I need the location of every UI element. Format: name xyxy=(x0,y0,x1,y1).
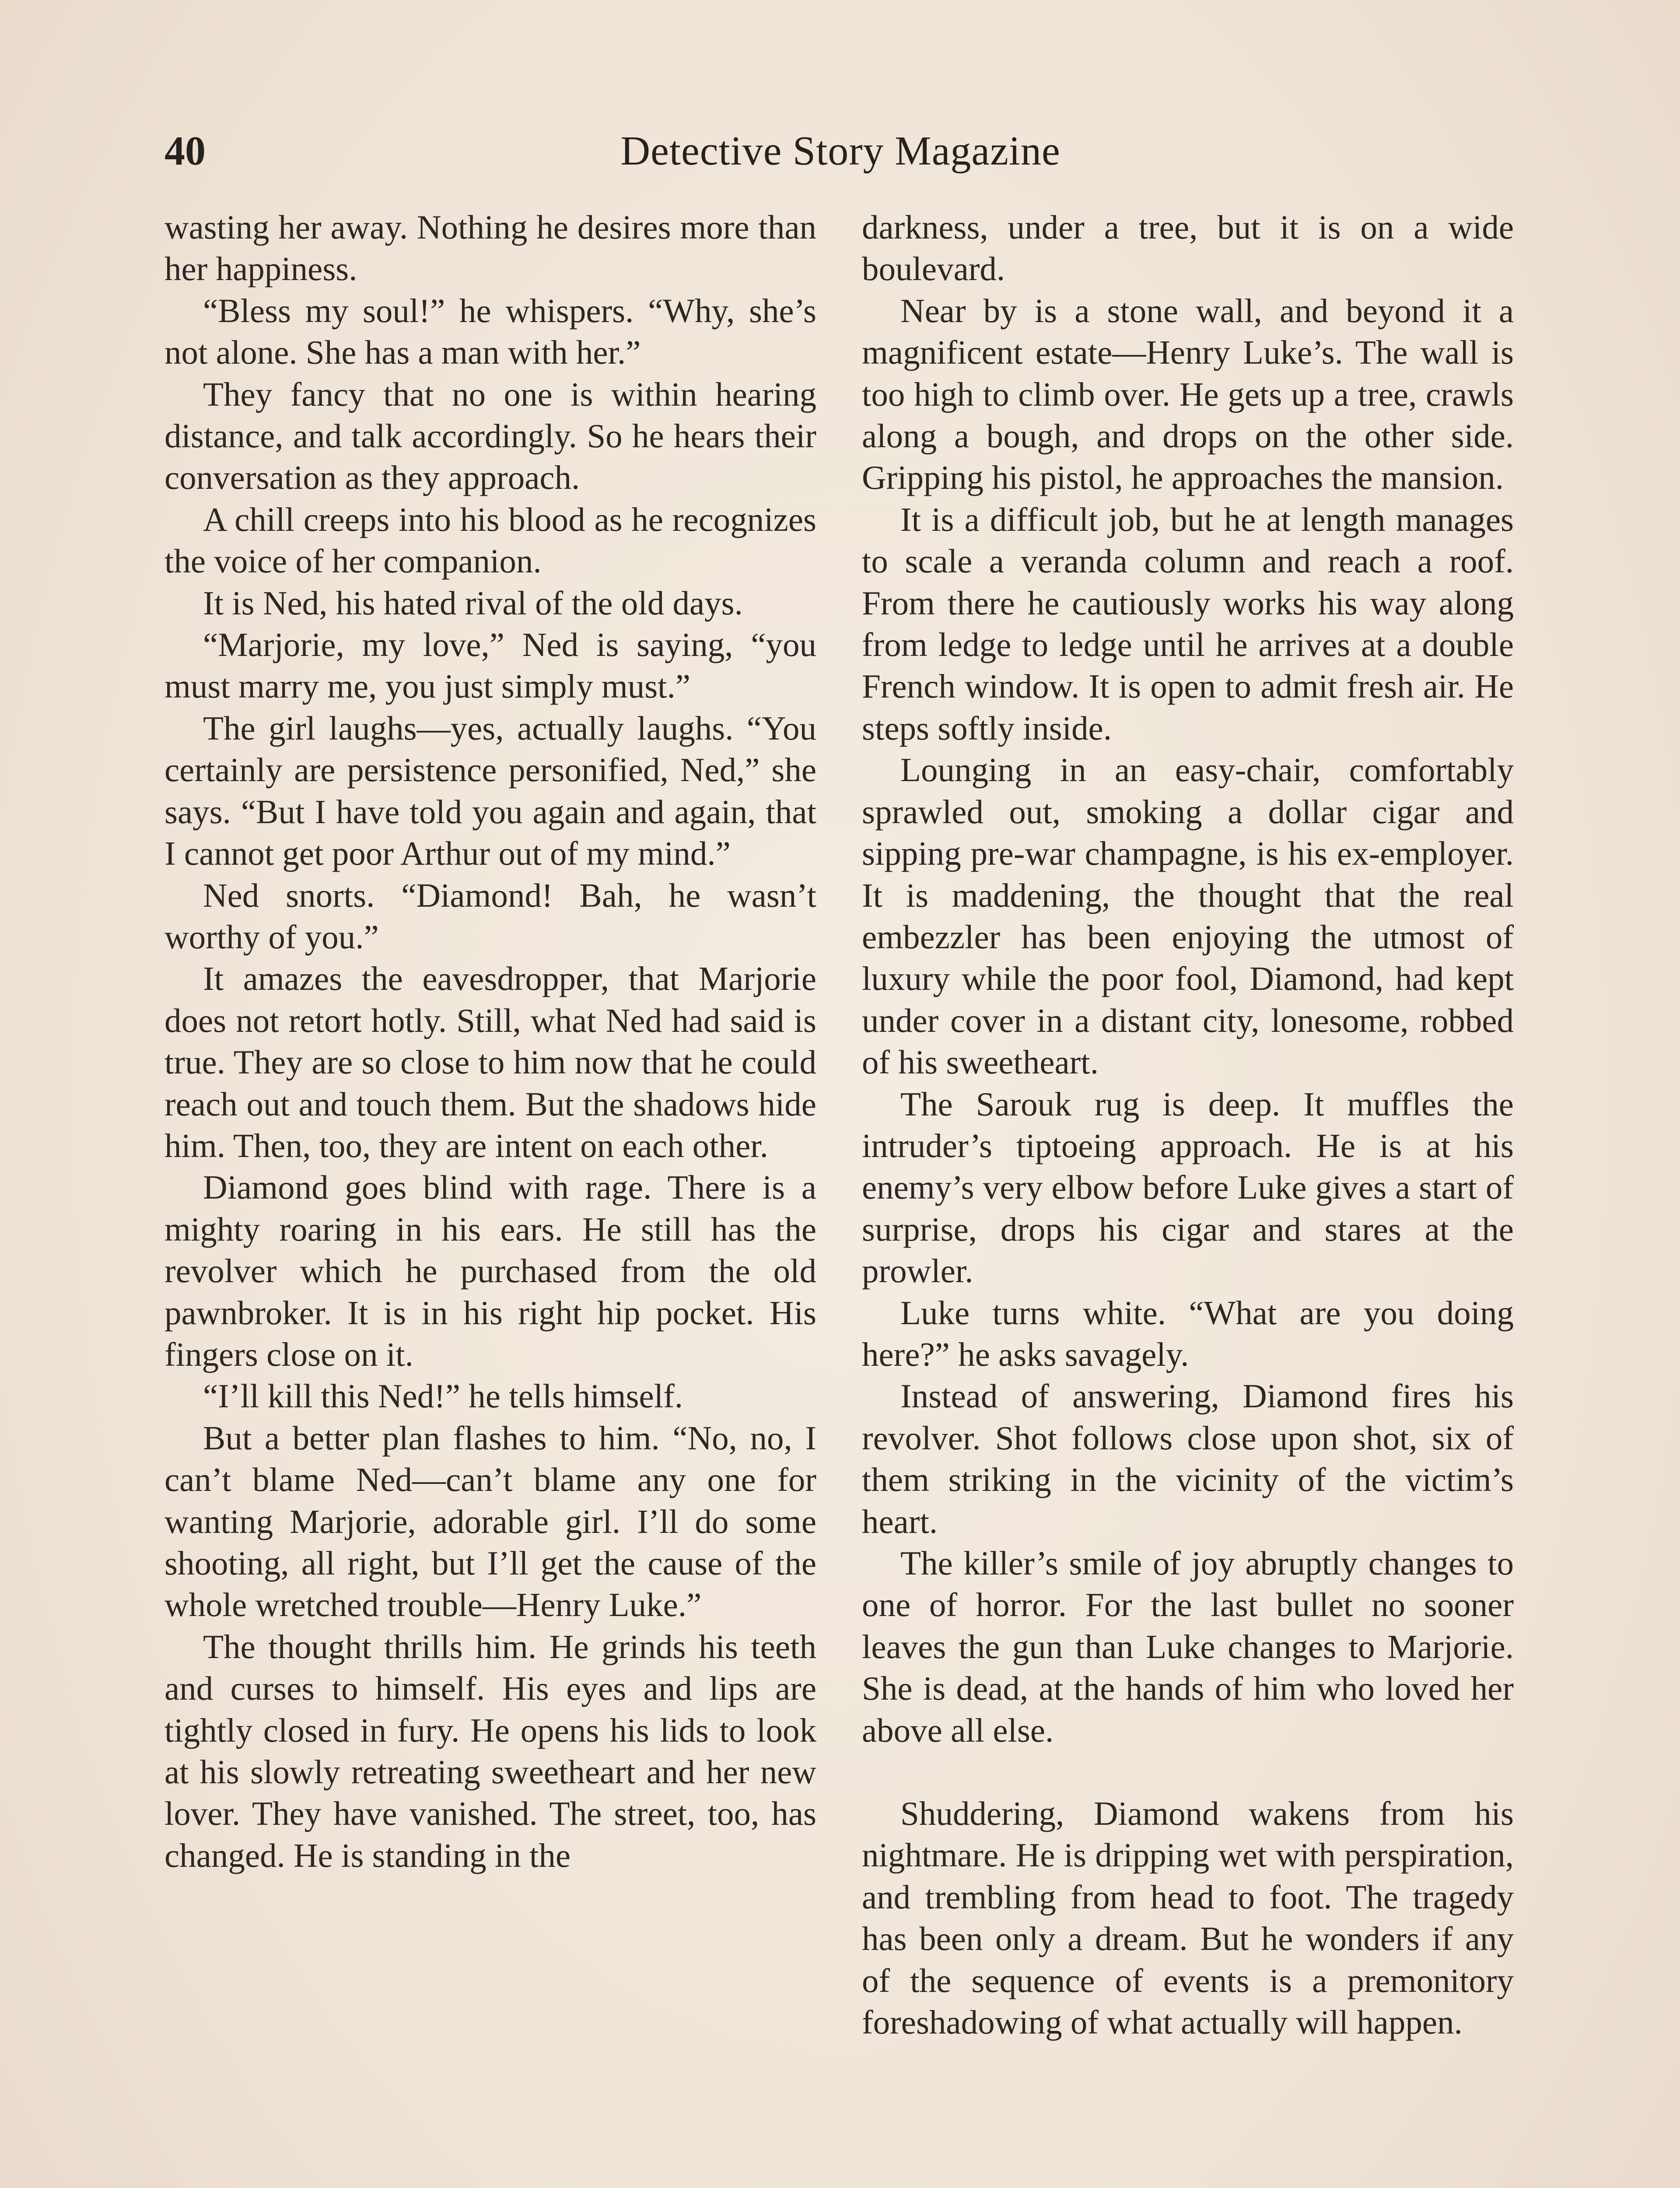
paragraph: It amazes the eavesdropper, that Marjorie does not retort hotly. Still, what Ned had said is true. They are so close to him now that he could reach out and touch them. But the shadows hide him. Then, too, they are intent on each other. xyxy=(164,960,816,1164)
paragraph: The Sarouk rug is deep. It muffles the intruder’s tiptoeing approach. He is at his enemy’s very elbow before Luke gives a start of surprise, drops his cigar and stares at the prowler. xyxy=(862,1085,1514,1290)
paragraph: wasting her away. Nothing he desires more than her happiness. xyxy=(164,208,816,288)
paragraph: Ned snorts. “Diamond! Bah, he wasn’t worthy of you.” xyxy=(164,876,816,956)
paragraph: Instead of answering, Diamond fires his revolver. Shot follows close upon shot, six of them striking in the vicinity of the victim’s heart. xyxy=(862,1377,1514,1540)
paragraph: But a better plan flashes to him. “No, no, I can’t blame Ned—can’t blame any one for wanting Marjorie, adorable girl. I’ll do some shooting, all right, but I’ll get the cause of the whole wretched trouble—Henry Luke.” xyxy=(164,1419,816,1624)
paragraph: Shuddering, Diamond wakens from his nightmare. He is dripping wet with perspiration, and trembling from head to foot. The tragedy has been only a dream. But he wonders if any of the sequence of events is a premonitory foreshadowing of what actually will happen. xyxy=(862,1795,1514,2041)
page-header xyxy=(164,125,1516,177)
paragraph: Diamond goes blind with rage. There is a mighty roaring in his ears. He still has the revolver which he purchased from the old pawnbroker. It is in his right hip pocket. His fingers close on it. xyxy=(164,1168,816,1373)
paragraph: It is a difficult job, but he at length manages to scale a veranda column and reach a roof. From there he cautiously works his way along from ledge to ledge until he arrives at a double French window. It is open to admit fresh air. He steps softly inside. xyxy=(862,500,1514,747)
running-title: Detective Story Magazine xyxy=(620,128,1060,174)
left-column xyxy=(164,207,816,1876)
paragraph: “Marjorie, my love,” Ned is saying, “you must marry me, you just simply must.” xyxy=(164,626,816,705)
paragraph: A chill creeps into his blood as he recognizes the voice of her companion. xyxy=(164,500,816,580)
page-number: 40 xyxy=(164,128,206,174)
right-column xyxy=(862,207,1514,2043)
paragraph: Luke turns white. “What are you doing here?” he asks savagely. xyxy=(862,1294,1514,1373)
paragraph: Lounging in an easy-chair, comfortably sprawled out, smoking a dollar cigar and sipping pre-war champagne, is his ex-employer. It is maddening, the thought that the real embezzler has been enjoying the utmost of luxury while the poor fool, Diamond, had kept under cover in a distant city, lonesome, robbed of his sweetheart. xyxy=(862,751,1514,1081)
paragraph: darkness, under a tree, but it is on a wide boulevard. xyxy=(862,208,1514,288)
paragraph: “Bless my soul!” he whispers. “Why, she’s not alone. She has a man with her.” xyxy=(164,291,816,372)
paragraph: Near by is a stone wall, and beyond it a magnificent estate—Henry Luke’s. The wall is too high to climb over. He gets up a tree, crawls along a bough, and drops on the other side. Gripping his pistol, he approaches the mansion. xyxy=(862,291,1514,497)
paragraph: “I’ll kill this Ned!” he tells himself. xyxy=(203,1377,683,1415)
paragraph: The girl laughs—yes, actually laughs. “You certainly are persistence personified, Ned,” she says. “But I have told you again and again, that I cannot get poor Arthur out of my mind.” xyxy=(164,709,816,873)
paragraph: They fancy that no one is within hearing distance, and talk accordingly. So he hears their conversation as they approach. xyxy=(164,375,816,497)
paragraph: It is Ned, his hated rival of the old days. xyxy=(203,584,743,622)
paragraph: The killer’s smile of joy abruptly changes to one of horror. For the last bullet no sooner leaves the gun than Luke changes to Marjorie. She is dead, at the hands of him who loved her above all else. xyxy=(862,1544,1514,1749)
paragraph: The thought thrills him. He grinds his teeth and curses to himself. His eyes and lips are tightly closed in fury. He opens his lids to look at his slowly retreating sweetheart and her new lover. They have vanished. The street, too, has changed. He is standing in the xyxy=(164,1627,816,1874)
